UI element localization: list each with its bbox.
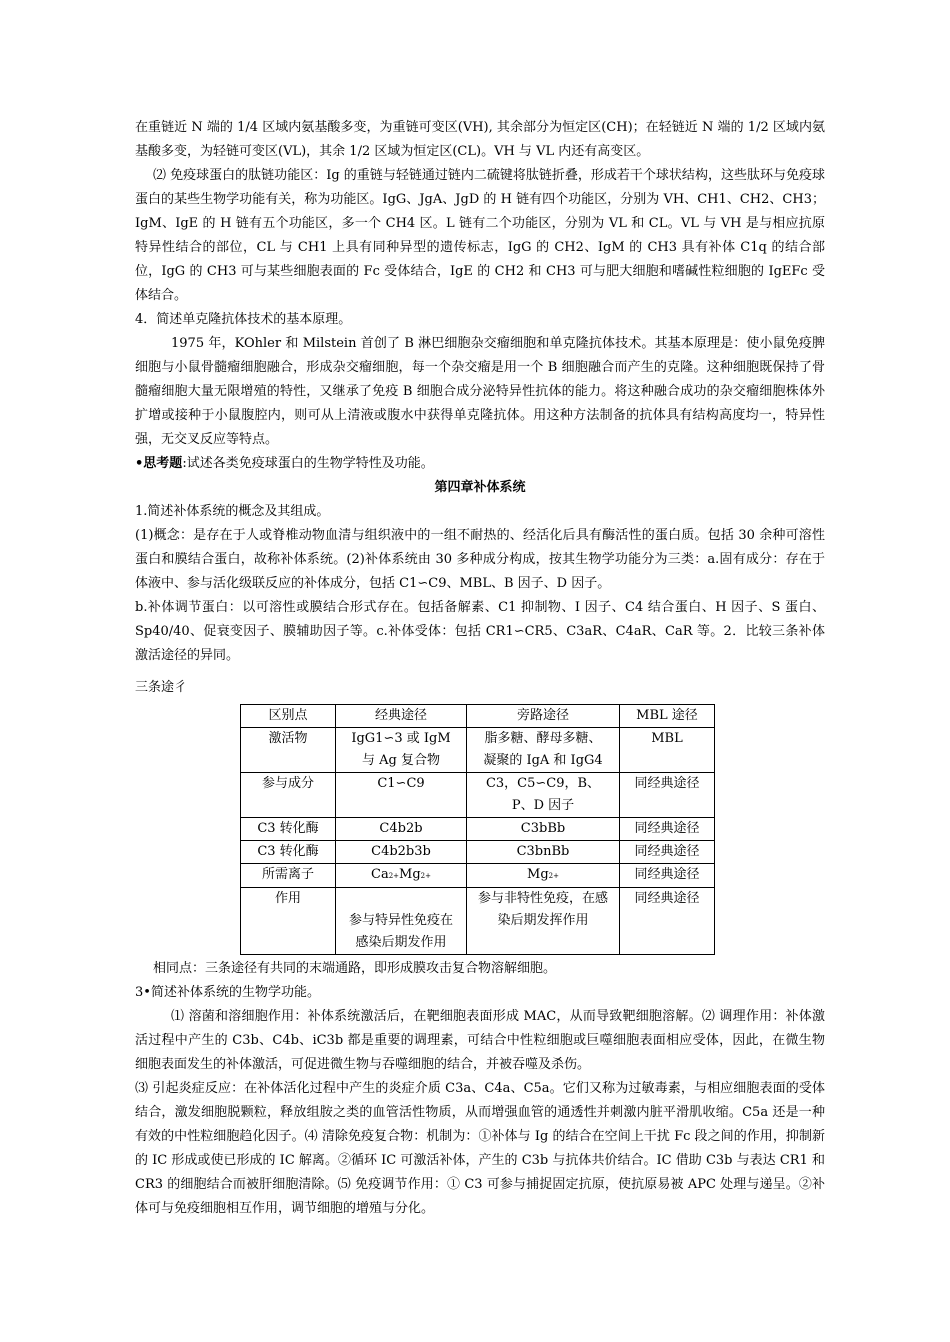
header-cell: 区别点 [241,705,336,728]
table-cell: C4b2b3b [336,841,467,864]
paragraph-complement-concept: (1)概念：是存在于人或脊椎动物血清与组织液中的一组不耐热的、经活化后具有酶活性的蛋白质。包括 30 余种可溶性蛋白和膜结合蛋白，故称补体系统。(2)补体系统由 30 多种成分构成，按其生物学功能分为三类：a.固有成分：存在于体液中、参与活化级联反应的补体成分，包括 C1∽C9、MBL、B 因子、D 因子。 [135,528,825,591]
table-cell: C3bnBb [467,841,620,864]
ion-charge: 2+ [548,872,559,880]
table-cell: C4b2b [336,818,467,841]
comparison-table [240,704,715,955]
cell-line: P、D 因子 [511,798,575,813]
table-cell: C1∽C9 [336,773,467,818]
cell-line: 与 Ag 复合物 [362,753,440,768]
chapter-title: 第四章补体系统 [434,480,526,495]
think-label: •思考题 [135,456,183,471]
table-row [241,773,715,818]
header-cell: 旁路途径 [467,705,620,728]
ion-symbol: Mg [527,867,549,882]
table-cell [467,888,620,955]
table-cell: 同经典途径 [620,841,715,864]
paragraph-bio-function: ⑴ 溶菌和溶细胞作用：补体系统激活后，在靶细胞表面形成 MAC，从而导致靶细胞溶解。⑵ 调理作用：补体激活过程中产生的 C3b、C4b、iC3b 都是重要的调理素，可结合中性粒细胞或巨噬细胞表面相应受体，因此，在微生物细胞表面发生的补体激活，可促进微生物与吞噬细胞的结合，并被吞噬及杀伤。 [135,1009,825,1072]
think-question [135,452,825,476]
table-cell [336,864,467,888]
table-cell: C3bBb [467,818,620,841]
cell-line: 参与非特性免疫，在感 [477,891,608,906]
question-1: 1.简述补体系统的概念及其组成。 [135,504,330,519]
table-row [241,818,715,841]
cell-line: 凝聚的 IgA 和 IgG4 [483,753,603,768]
paragraph-monoclonal: 1975 年，KOhler 和 Milstein 首创了 B 淋巴细胞杂交瘤细胞和单克隆抗体技术。其基本原理是：使小鼠免疫脾细胞与小鼠骨髓瘤细胞融合，形成杂交瘤细胞，每一个杂交瘤是用一个 B 细胞融合而产生的克隆。这种细胞既保持了骨髓瘤细胞大量无限增殖的特性，又继承了免疫 B 细胞合成分泌特异性抗体的能力。将这种融合成功的杂交瘤细胞株体外扩增或接种于小鼠腹腔内，则可从上清液或腹水中获得单克隆抗体。用这种方法制备的抗体具有结构高度均一，特异性强，无交叉反应等特点。 [135,336,825,447]
table-cell [336,888,467,955]
table-cell [467,864,620,888]
table-cell: 作用 [241,888,336,955]
table-row [241,728,715,773]
cell-line: 感染后期发作用 [355,935,447,950]
cell-line: 脂多糖、酵母多糖、 [484,731,602,746]
table-cell: 同经典途径 [620,888,715,955]
table-row [241,888,715,955]
paragraph-complement-regulators: b.补体调节蛋白：以可溶性或膜结合形式存在。包括备解素、C1 抑制物、I 因子、C4 结合蛋白、H 因子、S 蛋白、Sp40/40、促衰变因子、膜辅助因子等。c.补体受体：包括 CR1∽CR5、C3aR、C4aR、CaR 等。2．比较三条补体激活途径的异同。 [135,600,825,663]
cell-line: C3，C5∽C9，B、 [485,776,601,791]
table-cell: 所需离子 [241,864,336,888]
table-cell: 同经典途径 [620,864,715,888]
table-cell: C3 转化酶 [241,818,336,841]
table-header-row [241,705,715,728]
table-row [241,841,715,864]
header-cell: MBL 途径 [620,705,715,728]
paragraph-inflammation: ⑶ 引起炎症反应：在补体活化过程中产生的炎症介质 C3a、C4a、C5a。它们又称为过敏毒素，与相应细胞表面的受体结合，激发细胞脱颗粒，释放组胺之类的血管活性物质，从而增强血管的通透性并刺激内脏平滑肌收缩。C5a 还是一种有效的中性粒细胞趋化因子。⑷ 清除免疫复合物：机制为：①补体与 Ig 的结合在空间上干扰 Fc 段之间的作用，抑制新的 IC 形成或使已形成的 IC 解离。②循环 IC 可激活补体，产生的 C3b 与抗体共价结合。IC 借助 C3b 与表达 CR1 和 CR3 的细胞结合而被肝细胞清除。⑸ 免疫调节作用：① C3 可参与捕捉固定抗原，使抗原易被 APC 处理与递呈。②补体可与免疫细胞相互作用，调节细胞的增殖与分化。 [135,1081,825,1216]
header-cell: 经典途径 [336,705,467,728]
table-cell: MBL [620,728,715,773]
table-cell [336,728,467,773]
think-text: :试述各类免疫球蛋白的生物学特性及功能。 [182,456,434,471]
table-cell: C3 转化酶 [241,841,336,864]
table-cell: 同经典途径 [620,773,715,818]
paragraph-heavy-light-chain: 在重链近 N 端的 1/4 区域内氨基酸多变，为重链可变区(VH), 其余部分为恒定区(CH)；在轻链近 N 端的 1/2 区域内氨基酸多变，为轻链可变区(VL)，其余 1/2 区域为恒定区(CL)。VH 与 VL 内还有高变区。 [135,120,825,159]
same-points: 相同点：三条途径有共同的末端通路，即形成膜攻击复合物溶解细胞。 [153,961,557,976]
three-paths-label: 三条途彳 [135,680,188,695]
cell-line: 染后期发挥作用 [497,913,589,928]
table-row [241,864,715,888]
cell-line: IgG1∽3 或 IgM [351,731,451,746]
ion-symbol: Ca [371,867,389,882]
table-cell: 激活物 [241,728,336,773]
cell-line: 参与特异性免疫在 [348,913,453,928]
ion-charge: 2+ [388,872,400,880]
table-cell [467,728,620,773]
table-cell [467,773,620,818]
paragraph-ig-domains: ⑵ 免疫球蛋白的肽链功能区：Ig 的重链与轻链通过链内二硫键将肽链折叠，形成若干个球状结构，这些肽环与免疫球蛋白的某些生物学功能有关，称为功能区。IgG、JgA、JgD 的 H 链有四个功能区，分别为 VH、CH1、CH2、CH3；IgM、IgE 的 H 链有五个功能区，多一个 CH4 区。L 链有二个功能区，分别为 VL 和 CL。VL 与 VH 是与相应抗原特异性结合的部位，CL 与 CH1 上具有同种异型的遗传标志，IgG 的 CH2、IgM 的 CH3 具有补体 C1q 的结合部位，IgG 的 CH3 可与某些细胞表面的 Fc 受体结合，IgE 的 CH2 和 CH3 可与肥大细胞和嗜碱性粒细胞的 IgEFc 受体结合。 [135,168,825,303]
question-3: 3•简述补体系统的生物学功能。 [135,985,320,1000]
table-cell: 参与成分 [241,773,336,818]
ion-symbol: Mg [399,867,421,882]
question-4: 4．简述单克隆抗体技术的基本原理。 [135,312,352,327]
ion-charge: 2+ [420,872,431,880]
table-cell: 同经典途径 [620,818,715,841]
document-body [135,116,825,1221]
